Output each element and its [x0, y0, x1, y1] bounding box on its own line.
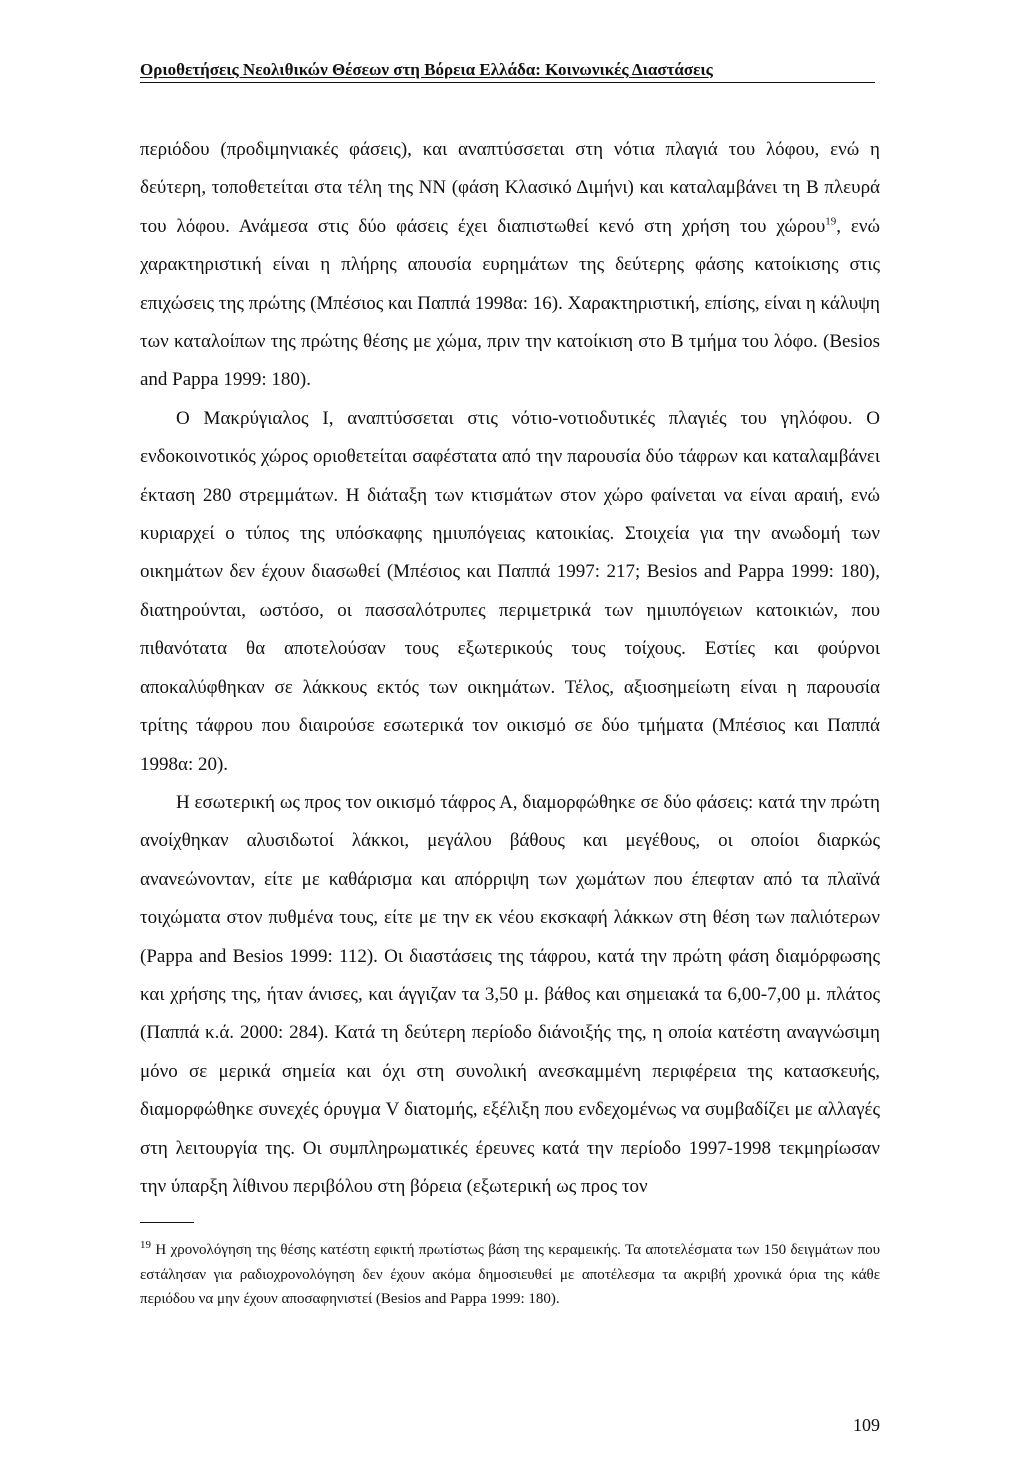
running-header: Οριοθετήσεις Νεολιθικών Θέσεων στη Βόρεια Ελλάδα: Κοινωνικές Διαστάσεις [140, 60, 875, 83]
paragraph-2: Ο Μακρύγιαλος Ι, αναπτύσσεται στις νότιο-νοτιοδυτικές πλαγιές του γηλόφου. Ο ενδοκοινοτικός χώρος οριοθετείται σαφέστατα από την παρουσία δύο τάφρων και καταλαμβάνει έκταση 280 στρεμμάτων. Η διάταξη των κτισμάτων στον χώρο φαίνεται να είναι αραιή, ενώ κυριαρχεί ο τύπος της υπόσκαφης ημιυπόγειας κατοικίας. Στοιχεία για την ανωδομή των οικημάτων δεν έχουν διασωθεί (Μπέσιος και Παππά 1997: 217; Besios and Pappa 1999: 180), διατηρούνται, ωστόσο, οι πασσαλότρυπες περιμετρικά των ημιυπόγειων κατοικιών, που πιθανότατα θα αποτελούσαν τους εξωτερικούς τους τοίχους. Εστίες και φούρνοι αποκαλύφθηκαν σε λάκκους εκτός των οικημάτων. Τέλος, αξιοσημείωτη είναι η παρουσία τρίτης τάφρου που διαιρούσε εσωτερικά τον οικισμό σε δύο τμήματα (Μπέσιος και Παππά 1998α: 20). [140, 407, 880, 775]
paragraph-1-part-b: , ενώ χαρακτηριστική είναι η πλήρης απουσία ευρημάτων της δεύτερης φάσης κατοίκισης στις επιχώσεις της πρώτης (Μπέσιος και Παππά 1998α: 16). Χαρακτηριστική, επίσης, είναι η κάλυψη των καταλοίπων της πρώτης θέσης με χώμα, πριν την κατοίκιση στο Β τμήμα του λόφο. (Besios and Pappa 1999: 180). [140, 215, 881, 391]
footnote-reference[interactable]: 19 [825, 215, 837, 228]
footnote-separator [140, 1222, 194, 1223]
page-number: 109 [853, 1415, 880, 1435]
paragraph-3: Η εσωτερική ως προς τον οικισμό τάφρος Α, διαμορφώθηκε σε δύο φάσεις: κατά την πρώτη ανοίχθηκαν αλυσιδωτοί λάκκοι, μεγάλου βάθους και μεγέθους, οι οποίοι διαρκώς ανανεώνονταν, είτε με καθάρισμα και απόρριψη των χωμάτων που έπεφταν από τα πλαϊνά τοιχώματα στον πυθμένα τους, είτε με την εκ νέου εκσκαφή λάκκων στη θέση των παλιότερων (Pappa and Besios 1999: 112). Οι διαστάσεις της τάφρου, κατά την πρώτη φάση διαμόρφωσης και χρήσης της, ήταν άνισες, και άγγιζαν τα 3,50 μ. βάθος και σημειακά τα 6,00-7,00 μ. πλάτος (Παππά κ.ά. 2000: 284). Κατά τη δεύτερη περίοδο διάνοιξής της, η οποία κατέστη αναγνώσιμη μόνο σε μερικά σημεία και όχι στη συνολική ανεσκαμμένη περιφέρεια της κατασκευής, διαμορφώθηκε συνεχές όρυγμα V διατομής, εξέλιξη που ενδεχομένως να συμβαδίζει με αλλαγές στη λειτουργία της. Οι συμπληρωματικές έρευνες κατά την περίοδο 1997-1998 τεκμηρίωσαν την ύπαρξη λίθινου περιβόλου στη βόρεια (εξωτερική ως προς τον [140, 791, 880, 1197]
body-text [140, 131, 880, 1206]
footnote-19 [140, 1238, 880, 1312]
footnote-text: Η χρονολόγηση της θέσης κατέστη εφικτή πρωτίστως βάση της κεραμεικής. Τα αποτελέσματα των 150 δειγμάτων που εστάλησαν για ραδιοχρονολόγηση δεν έχουν ακόμα δημοσιευθεί με αποτέλεσμα τα ακριβή χρονικά όρια της κάθε περιόδου να μην έχουν αποσαφηνιστεί (Besios and Pappa 1999: 180). [140, 1242, 880, 1307]
page-content [140, 60, 880, 1206]
paragraph-1-part-a: περιόδου (προδιμηνιακές φάσεις), και αναπτύσσεται στη νότια πλαγιά του λόφου, ενώ η δεύτερη, τοποθετείται στα τέλη της ΝΝ (φάση Κλασικό Διμήνι) και καταλαμβάνει τη Β πλευρά του λόφου. Ανάμεσα στις δύο φάσεις έχει διαπιστωθεί κενό στη χρήση του χώρου [140, 139, 880, 237]
footnote-number: 19 [140, 1239, 151, 1251]
footnotes [140, 1238, 880, 1312]
paragraph-1 [140, 131, 880, 400]
